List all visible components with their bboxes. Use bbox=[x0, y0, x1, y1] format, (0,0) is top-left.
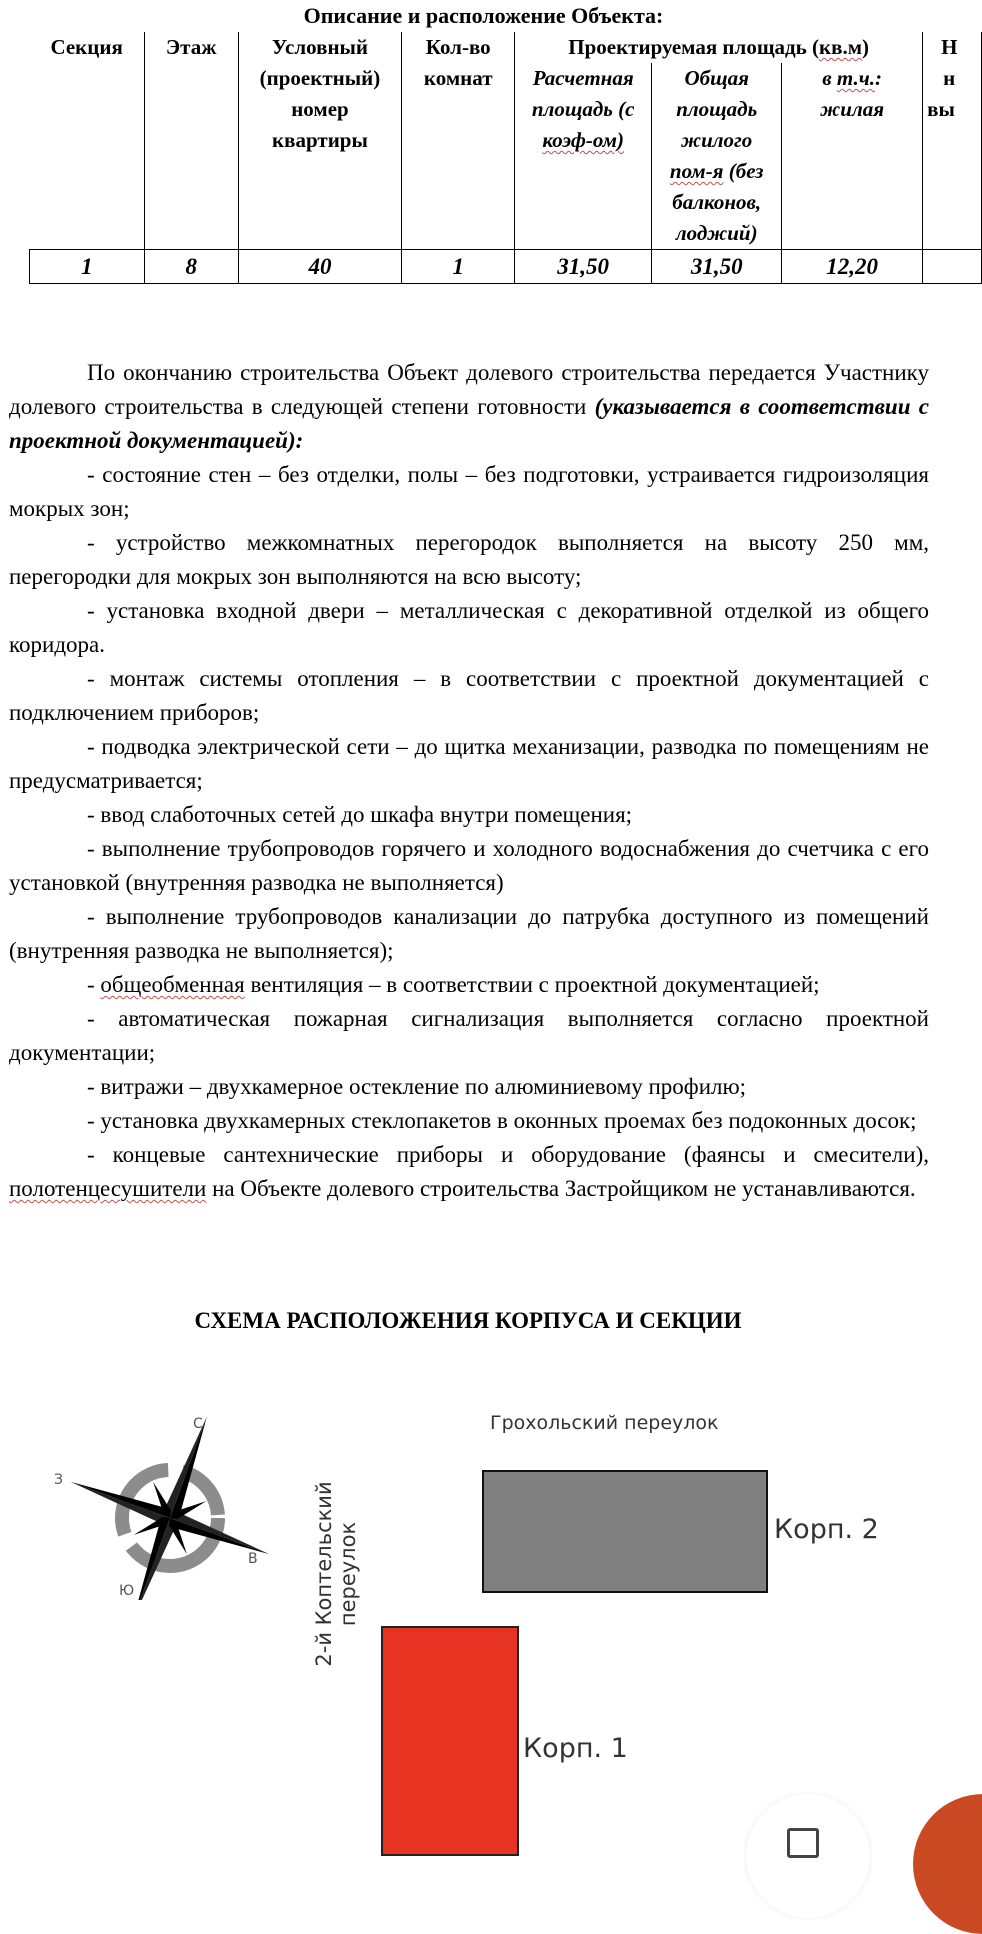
list-item: - монтаж системы отопления – в соответствии с проектной документацией с подключением приборов; bbox=[9, 666, 929, 725]
header-apt-number: Условный (проектный) номер квартиры bbox=[238, 32, 402, 250]
header-living-area: в т.ч.: жилая bbox=[782, 63, 923, 250]
header-rooms: Кол-во комнат bbox=[402, 32, 515, 250]
intro-paragraph: По окончанию строительства Объект долевого строительства передается Участнику долевого строительства в следующей степени готовности (указывается в соответствии с проектной документацией): bbox=[9, 360, 929, 453]
list-item: - установка двухкамерных стеклопакетов в оконных проемах без подоконных досок; bbox=[87, 1108, 917, 1133]
list-item: - выполнение трубопроводов горячего и холодного водоснабжения до счетчика с его установкой (внутренняя разводка не выполняется) bbox=[9, 836, 929, 895]
building-2 bbox=[482, 1470, 768, 1593]
header-section: Секция bbox=[30, 32, 145, 250]
compass-rose-icon bbox=[50, 1400, 270, 1600]
list-item: - ввод слаботочных сетей до шкафа внутри помещения; bbox=[87, 802, 633, 827]
list-item: - подводка электрической сети – до щитка механизации, разводка по помещениям не предусматривается; bbox=[9, 734, 929, 793]
square-icon bbox=[787, 1828, 819, 1858]
cell-floor: 8 bbox=[144, 250, 238, 284]
table-title bbox=[0, 2, 982, 30]
header-cut-column: Н н вы bbox=[923, 32, 982, 250]
cell-section: 1 bbox=[30, 250, 145, 284]
list-item: - концевые сантехнические приборы и оборудование (фаянсы и смесители), полотенцесушители на Объекте долевого строительства Застройщиком не устанавливаются. bbox=[9, 1142, 929, 1201]
scheme-title-text: СХЕМА РАСПОЛОЖЕНИЯ КОРПУСА И СЕКЦИИ bbox=[194, 1308, 742, 1333]
compass-west-label: З bbox=[54, 1472, 63, 1488]
table-title-text: Описание и расположение Объекта: bbox=[303, 3, 664, 28]
building-1-label: Корп. 1 bbox=[523, 1733, 628, 1764]
readiness-description bbox=[9, 356, 929, 1206]
building-1 bbox=[381, 1626, 519, 1856]
list-item: - установка входной двери – металлическая с декоративной отделкой из общего коридора. bbox=[9, 598, 929, 657]
table-header-row bbox=[30, 32, 982, 63]
street-label-koptelsky: 2-й Коптельский переулок bbox=[312, 1481, 360, 1667]
street-label-grokholsky: Грохольский переулок bbox=[490, 1412, 719, 1434]
cell-apt-number: 40 bbox=[238, 250, 402, 284]
list-item: - автоматическая пожарная сигнализация выполняется согласно проектной документации; bbox=[9, 1006, 929, 1065]
cell-living-area: 12,20 bbox=[782, 250, 923, 284]
scheme-title bbox=[0, 1306, 982, 1336]
compass-north-label: С bbox=[193, 1416, 203, 1432]
cell-rooms: 1 bbox=[402, 250, 515, 284]
list-item: - состояние стен – без отделки, полы – без подготовки, устраивается гидроизоляция мокрых зон; bbox=[9, 462, 929, 521]
table-row bbox=[30, 250, 982, 284]
object-table bbox=[29, 32, 982, 284]
cell-calc-area: 31,50 bbox=[515, 250, 652, 284]
cell-total-area: 31,50 bbox=[652, 250, 782, 284]
header-area-group: Проектируемая площадь (кв.м) bbox=[515, 32, 923, 63]
header-total-area: Общая площадь жилого пом-я (без балконов, лоджий) bbox=[652, 63, 782, 250]
cell-cut bbox=[923, 250, 982, 284]
list-item: - витражи – двухкамерное остекление по алюминиевому профилю; bbox=[87, 1074, 747, 1099]
location-scheme bbox=[0, 1380, 982, 1837]
list-item: - общеобменная вентиляция – в соответствии с проектной документацией; bbox=[87, 972, 820, 997]
header-floor: Этаж bbox=[144, 32, 238, 250]
building-2-label: Корп. 2 bbox=[774, 1514, 879, 1545]
compass-south-label: Ю bbox=[119, 1583, 135, 1599]
list-item: - выполнение трубопроводов канализации до патрубка доступного из помещений (внутренняя разводка не выполняется); bbox=[9, 904, 929, 963]
floating-action-button[interactable] bbox=[746, 1794, 870, 1918]
header-calc-area: Расчетная площадь (с коэф-ом) bbox=[515, 63, 652, 250]
compass-east-label: В bbox=[248, 1551, 258, 1567]
list-item: - устройство межкомнатных перегородок выполняется на высоту 250 мм, перегородки для мокрых зон выполняются на всю высоту; bbox=[9, 530, 929, 589]
